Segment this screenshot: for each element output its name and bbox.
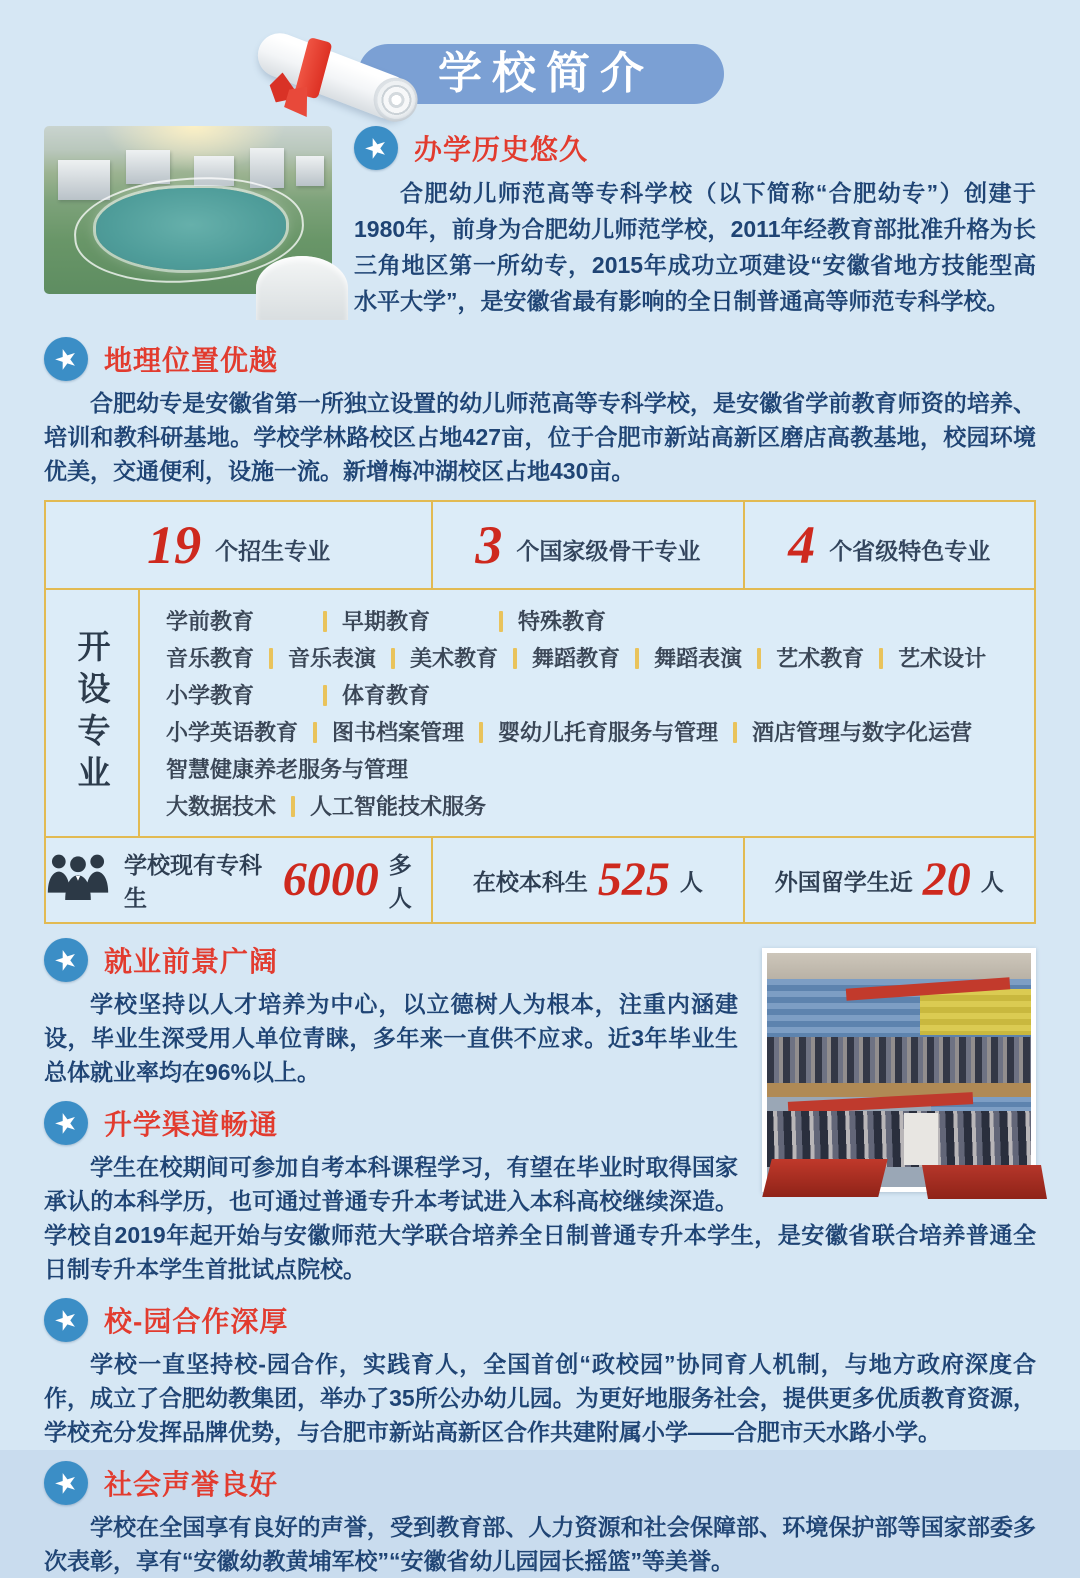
section-heading-row xyxy=(44,1461,1036,1505)
major-item: 音乐教育 xyxy=(166,646,255,671)
stat-number: 4 xyxy=(788,515,816,575)
major-item: 艺术设计 xyxy=(898,646,987,671)
employment-and-progression-block xyxy=(44,938,1036,1298)
stat-cell-international xyxy=(743,838,1034,922)
major-item: 舞蹈教育 xyxy=(532,646,621,671)
stat-cell-majors-count xyxy=(46,502,431,588)
major-separator xyxy=(479,722,483,743)
section-heading-row xyxy=(354,126,1036,170)
majors-list xyxy=(138,590,1034,836)
stats-table xyxy=(44,500,1036,924)
section-history xyxy=(44,126,1036,331)
section-heading: 办学历史悠久 xyxy=(414,134,589,165)
majors-row xyxy=(166,752,1020,787)
section-heading: 升学渠道畅通 xyxy=(104,1109,279,1140)
major-item: 美术教育 xyxy=(410,646,499,671)
major-separator xyxy=(879,648,883,669)
stat-suffix: 多人 xyxy=(388,852,412,911)
stat-number: 3 xyxy=(475,515,503,575)
major-separator xyxy=(291,796,295,817)
students-icon xyxy=(46,852,110,909)
majors-header: 开设专业 xyxy=(73,629,111,797)
section-location xyxy=(44,337,1036,488)
majors-row xyxy=(166,789,1020,824)
major-item: 音乐表演 xyxy=(288,646,377,671)
photo-detail xyxy=(762,1159,888,1197)
photo-detail xyxy=(904,1113,938,1165)
section-heading: 地理位置优越 xyxy=(104,345,279,376)
major-separator xyxy=(269,648,273,669)
major-item: 特殊教育 xyxy=(518,609,607,634)
majors-row xyxy=(166,641,1020,676)
photo-detail xyxy=(767,953,1031,979)
majors-row xyxy=(166,604,1020,639)
section-heading: 就业前景广阔 xyxy=(104,946,279,977)
majors-header-cell xyxy=(46,590,138,836)
major-separator xyxy=(323,611,327,632)
star-icon: ★ xyxy=(44,1101,88,1145)
stat-number: 20 xyxy=(922,853,971,906)
star-icon: ★ xyxy=(44,1461,88,1505)
photo-detail xyxy=(920,989,1031,1035)
major-item: 舞蹈表演 xyxy=(654,646,743,671)
major-item: 图书档案管理 xyxy=(332,720,465,745)
star-icon: ★ xyxy=(44,938,88,982)
stat-label: 个省级特色专业 xyxy=(829,537,991,564)
stat-label: 个招生专业 xyxy=(215,537,331,564)
major-item: 小学英语教育 xyxy=(166,720,299,745)
section-heading-row xyxy=(44,337,1036,381)
stat-number: 6000 xyxy=(282,853,379,906)
section-body: 学校在全国享有良好的声誉，受到教育部、人力资源和社会保障部、环境保护部等国家部委多次表彰，享有“安徽幼教黄埔军校”“安徽省幼儿园园长摇篮”等美誉。 xyxy=(44,1514,1036,1574)
stats-top-row xyxy=(46,502,1034,588)
stat-cell-provincial-majors xyxy=(743,502,1034,588)
campus-building xyxy=(296,156,324,186)
stat-suffix: 人 xyxy=(679,868,703,895)
diploma-scroll-icon xyxy=(244,32,434,144)
job-fair-photo xyxy=(762,948,1036,1192)
page-header xyxy=(44,34,1036,126)
majors-row xyxy=(166,678,1020,713)
stat-suffix: 人 xyxy=(980,868,1004,895)
star-icon: ★ xyxy=(354,126,398,170)
major-separator xyxy=(391,648,395,669)
campus-aerial-photo xyxy=(44,126,332,294)
majors-row xyxy=(166,715,1020,750)
stat-cell-national-majors xyxy=(431,502,742,588)
stat-number: 19 xyxy=(147,515,202,575)
stat-cell-undergrads xyxy=(431,838,742,922)
stats-bottom-row xyxy=(46,838,1034,922)
major-item: 小学教育 xyxy=(166,683,255,708)
major-separator xyxy=(513,648,517,669)
campus-building xyxy=(126,150,170,184)
section-heading-row xyxy=(44,1101,738,1145)
major-item: 智慧健康养老服务与管理 xyxy=(166,757,409,782)
major-item: 学前教育 xyxy=(166,609,255,634)
section-cooperation xyxy=(44,1298,1036,1449)
major-item: 人工智能技术服务 xyxy=(310,794,487,819)
star-icon: ★ xyxy=(44,1298,88,1342)
major-item: 大数据技术 xyxy=(166,794,277,819)
stat-number: 525 xyxy=(597,853,670,906)
major-separator xyxy=(635,648,639,669)
section-body: 合肥幼专是安徽省第一所独立设置的幼儿师范高等专科学校，是安徽省学前教育师资的培养、培训和教科研基地。学校学林路校区占地427亩，位于合肥市新站高新区磨店高教基地，校园环境优美，交通便利，设施一流。新增梅冲湖校区占地430亩。 xyxy=(44,390,1036,484)
major-item: 早期教育 xyxy=(342,609,431,634)
campus-dome xyxy=(256,256,348,320)
campus-building xyxy=(58,160,110,200)
major-item: 艺术教育 xyxy=(776,646,865,671)
section-body: 学生在校期间可参加自考本科课程学习，有望在毕业时取得国家承认的本科学历，也可通过普通专升本考试进入本科高校继续深造。学校自2019年起开始与安徽师范大学联合培养全日制普通专升本学生，是安徽省联合培养普通全日制专升本学生首批试点院校。 xyxy=(44,1154,1036,1282)
scroll-roll-end xyxy=(367,71,424,128)
major-item: 体育教育 xyxy=(342,683,431,708)
section-body: 学校坚持以人才培养为中心，以立德树人为根本，注重内涵建设，毕业生深受用人单位青睐，多年来一直供不应求。近3年毕业生总体就业率均在96%以上。 xyxy=(44,991,738,1085)
major-separator xyxy=(733,722,737,743)
major-item: 酒店管理与数字化运营 xyxy=(752,720,973,745)
section-heading-row xyxy=(44,938,738,982)
stat-label: 个国家级骨干专业 xyxy=(516,537,701,564)
section-reputation xyxy=(44,1461,1036,1578)
majors-row-section xyxy=(46,588,1034,838)
section-heading: 社会声誉良好 xyxy=(104,1469,279,1500)
star-icon: ★ xyxy=(44,337,88,381)
page-title: 学校简介 xyxy=(438,49,654,98)
section-body: 合肥幼儿师范高等专科学校（以下简称“合肥幼专”）创建于1980年，前身为合肥幼儿师范学校，2011年经教育部批准升格为长三角地区第一所幼专，2015年成功立项建设“安徽省地方技能型高水平大学”，是安徽省最有影响的全日制普通高等师范专科学校。 xyxy=(354,180,1036,314)
stat-prefix: 学校现有专科生 xyxy=(124,852,262,911)
major-separator xyxy=(499,611,503,632)
section-heading: 校-园合作深厚 xyxy=(104,1306,289,1337)
photo-detail xyxy=(767,1083,1031,1097)
section-heading-row xyxy=(44,1298,1036,1342)
major-separator xyxy=(757,648,761,669)
stat-cell-students xyxy=(46,838,431,922)
photo-detail xyxy=(922,1165,1047,1199)
scroll-paper xyxy=(251,27,416,125)
section-body: 学校一直坚持校-园合作，实践育人，全国首创“政校园”协同育人机制，与地方政府深度合作，成立了合肥幼教集团，举办了35所公办幼儿园。为更好地服务社会，提供更多优质教育资源，学校充分发挥品牌优势，与合肥市新站高新区合作共建附属小学——合肥市天水路小学。 xyxy=(44,1351,1036,1445)
major-item: 婴幼儿托育服务与管理 xyxy=(498,720,719,745)
major-separator xyxy=(323,685,327,706)
stat-prefix: 外国留学生近 xyxy=(774,868,913,895)
stat-prefix: 在校本科生 xyxy=(472,868,588,895)
major-separator xyxy=(313,722,317,743)
